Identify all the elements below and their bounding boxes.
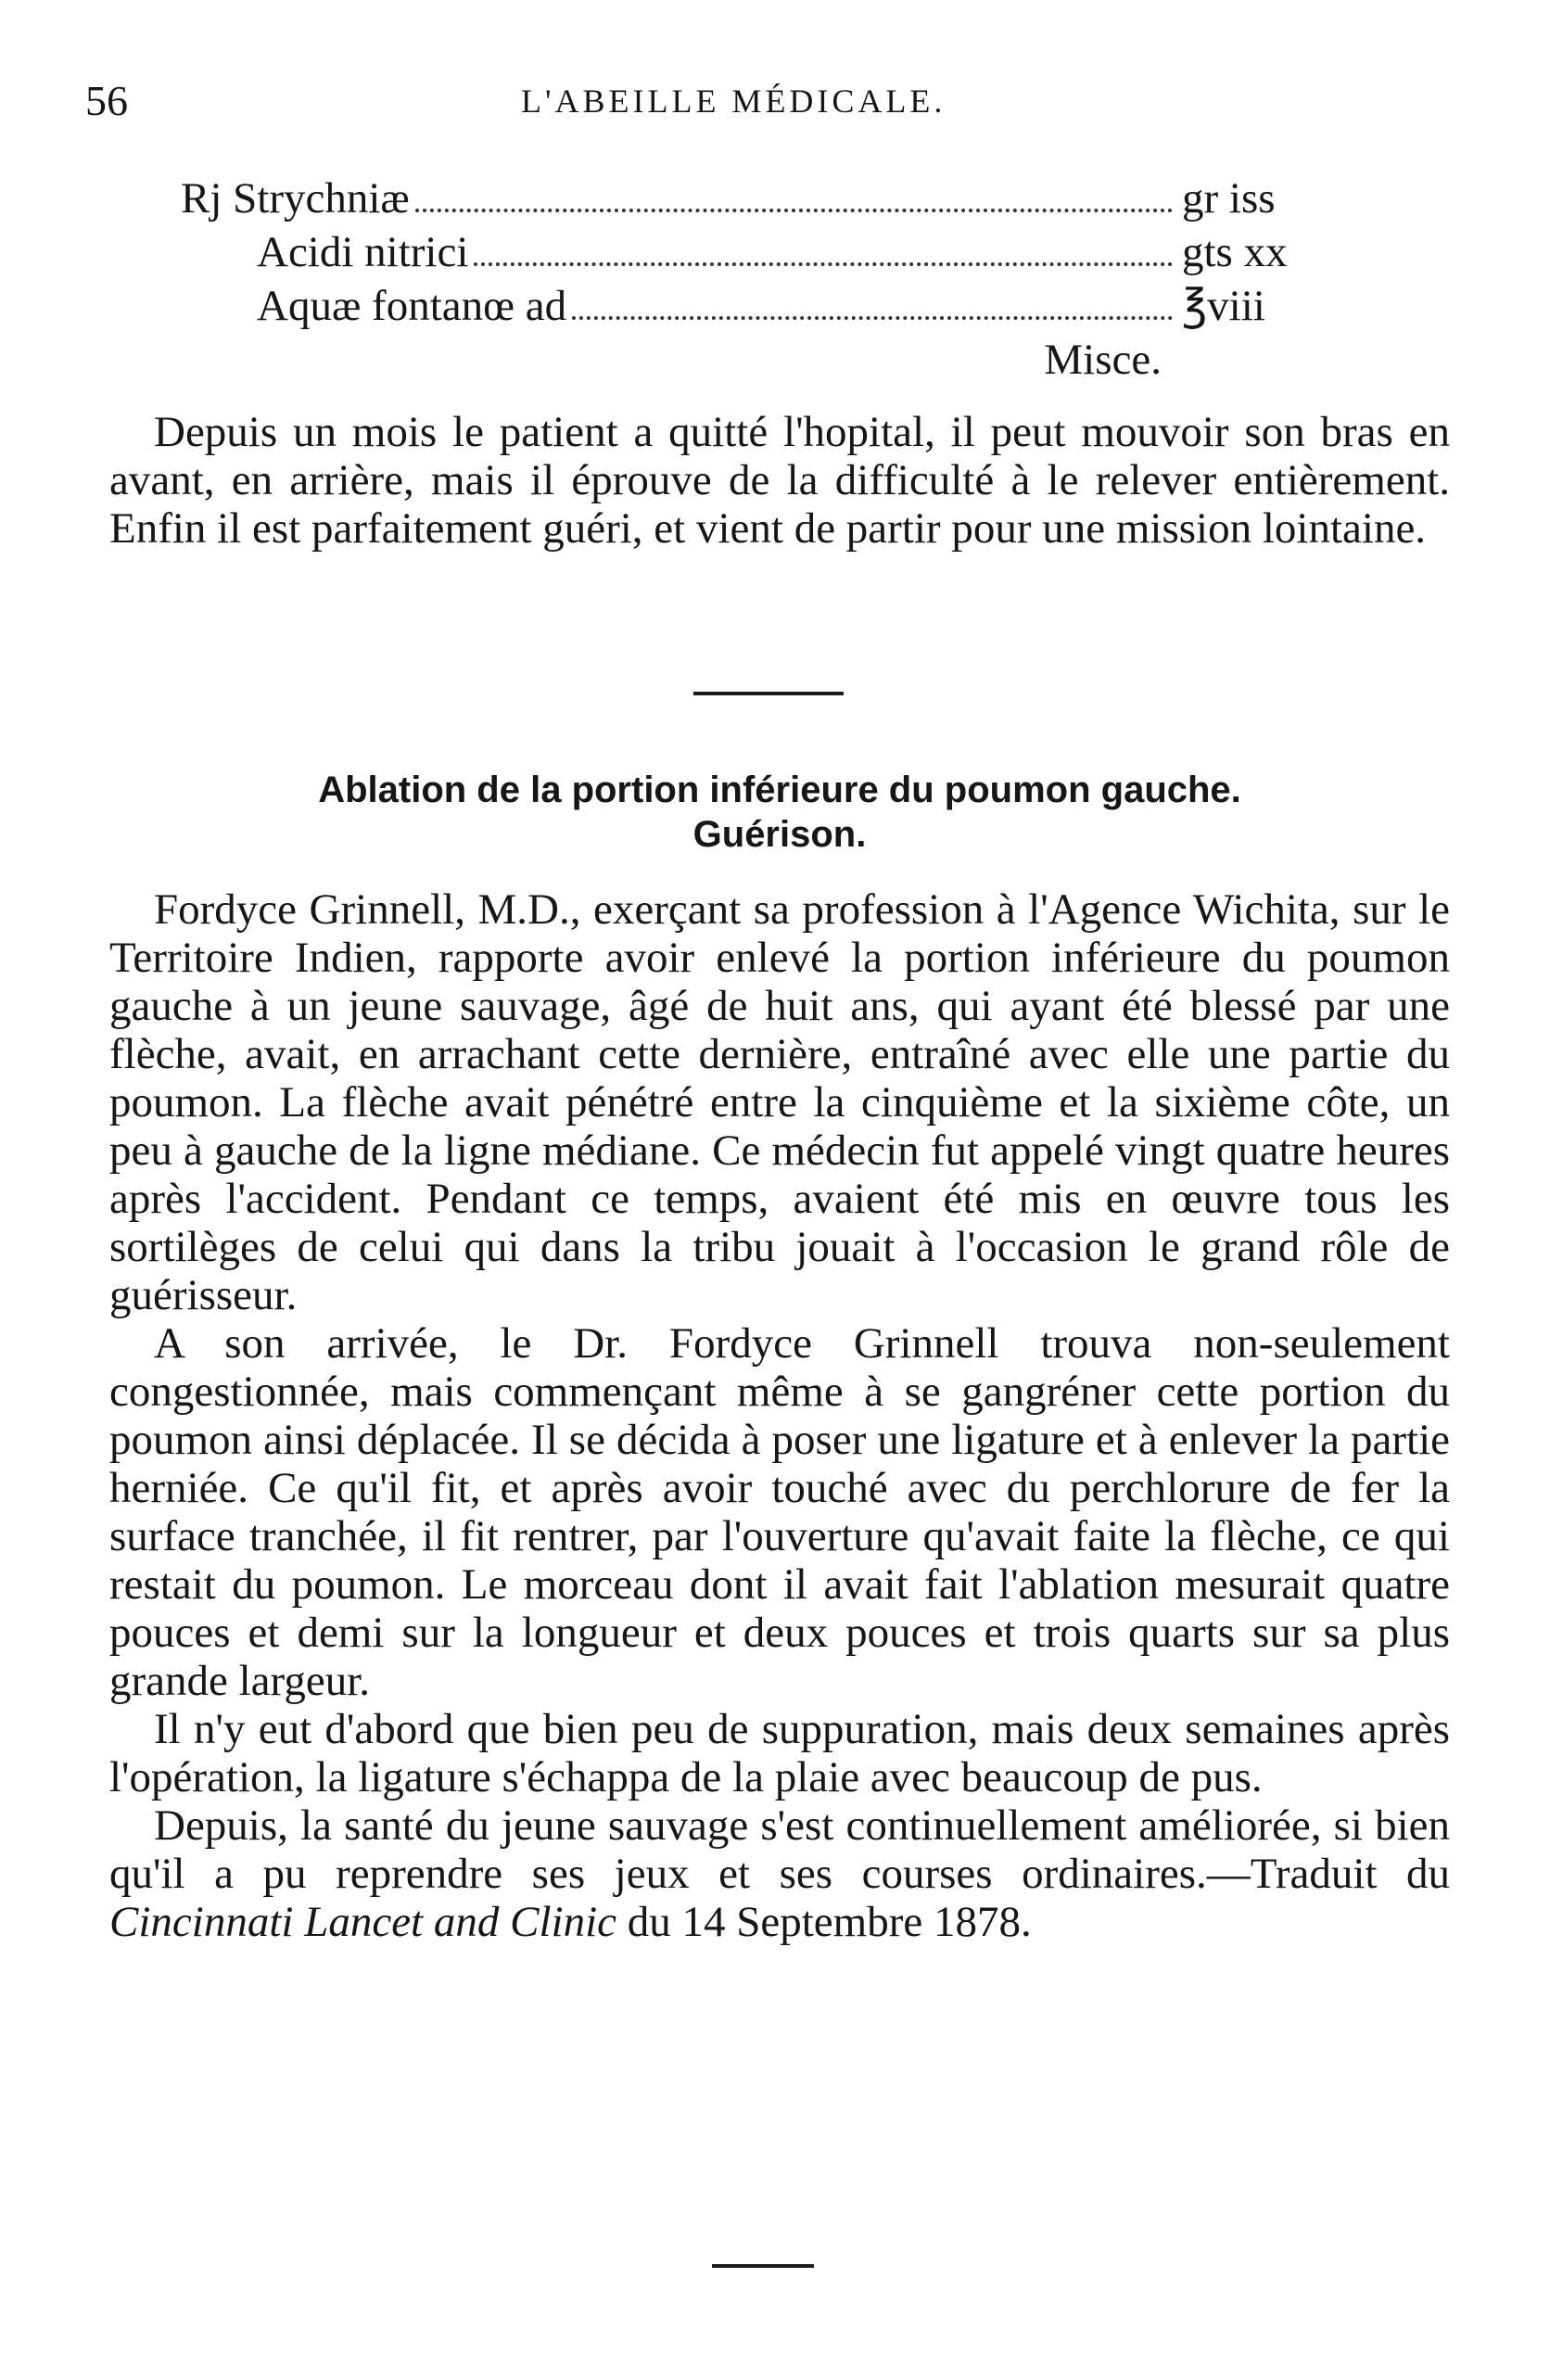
running-title: L'ABEILLE MÉDICALE. (521, 83, 947, 120)
section-divider (693, 692, 844, 695)
article-paragraph-last (109, 1801, 1450, 1946)
section-divider (712, 2264, 814, 2268)
prescription-item-dose: ℥viii (1182, 282, 1265, 330)
leader-dots (572, 316, 1173, 320)
prescription-closing: Misce. (1044, 336, 1162, 384)
article-paragraph: A son arrivée, le Dr. Fordyce Grinnell trouva non-seulement congestionnée, mais commençant même à se gangréner cette portion du poumon ainsi déplacée. Il se décida à poser une ligature et à enlever la partie herniée. Ce qu'il fit, et après avoir touché avec du perchlorure de fer la surface tranchée, il fit rentrer, par l'ouverture qu'avait faite la flèche, ce qui restait du poumon. Le morceau dont il avait fait l'ablation mesurait quatre pouces et demi sur la longueur et deux pouces et trois quarts sur sa plus grande largeur. (109, 1319, 1450, 1705)
prescription-item-dose: gr iss (1182, 174, 1276, 223)
article-paragraph: Il n'y eut d'abord que bien peu de suppuration, mais deux semaines après l'opération, la ligature s'échappa de la plaie avec beaucoup de pus. (109, 1705, 1450, 1801)
prescription-item (181, 172, 1321, 225)
article-body (109, 885, 1450, 1946)
prescription-item (181, 279, 1321, 333)
leader-dots (474, 262, 1173, 266)
citation-lead-text: Depuis, la santé du jeune sauvage s'est continuellement améliorée, si bien qu'il a pu reprendre ses jeux et ses courses ordinaires.—Traduit du (109, 1801, 1450, 1898)
prescription-item-dose: gts xx (1182, 228, 1288, 276)
article-title: Ablation de la portion inférieure du poumon gauche. (318, 770, 1241, 810)
leader-dots (415, 209, 1173, 212)
citation-date: du 14 Septembre 1878. (627, 1898, 1032, 1946)
prescription-block (181, 172, 1321, 387)
paragraph-previous-case (109, 408, 1450, 553)
article-subtitle: Guérison. (692, 814, 867, 855)
prescription-item-name: Aquæ fontanœ ad (257, 282, 567, 330)
page-header (85, 76, 1448, 132)
journal-title: Cincinnati Lancet and Clinic (109, 1898, 616, 1946)
prescription-item-name: Rj Strychniæ (181, 174, 410, 223)
page-number: 56 (85, 77, 128, 124)
article-paragraph: Fordyce Grinnell, M.D., exerçant sa profession à l'Agence Wichita, sur le Territoire Indien, rapporte avoir enlevé la portion inférieure du poumon gauche à un jeune sauvage, âgé de huit ans, qui ayant été blessé par une flèche, avait, en arrachant cette dernière, entraîné avec elle une partie du poumon. La flèche avait pénétré entre la cinquième et la sixième côte, un peu à gauche de la ligne médiane. Ce médecin fut appelé vingt quatre heures après l'accident. Pendant ce temps, avaient été mis en œuvre tous les sortilèges de celui qui dans la tribu jouait à l'occasion le grand rôle de guérisseur. (109, 885, 1450, 1319)
article-heading (109, 768, 1450, 857)
prescription-item-name: Acidi nitrici (257, 228, 469, 276)
prescription-item (181, 225, 1321, 279)
paragraph-text: Depuis un mois le patient a quitté l'hopital, il peut mouvoir son bras en avant, en arrière, mais il éprouve de la difficulté à le relever entièrement. Enfin il est parfaitement guéri, et vient de partir pour une mission lointaine. (109, 408, 1450, 553)
